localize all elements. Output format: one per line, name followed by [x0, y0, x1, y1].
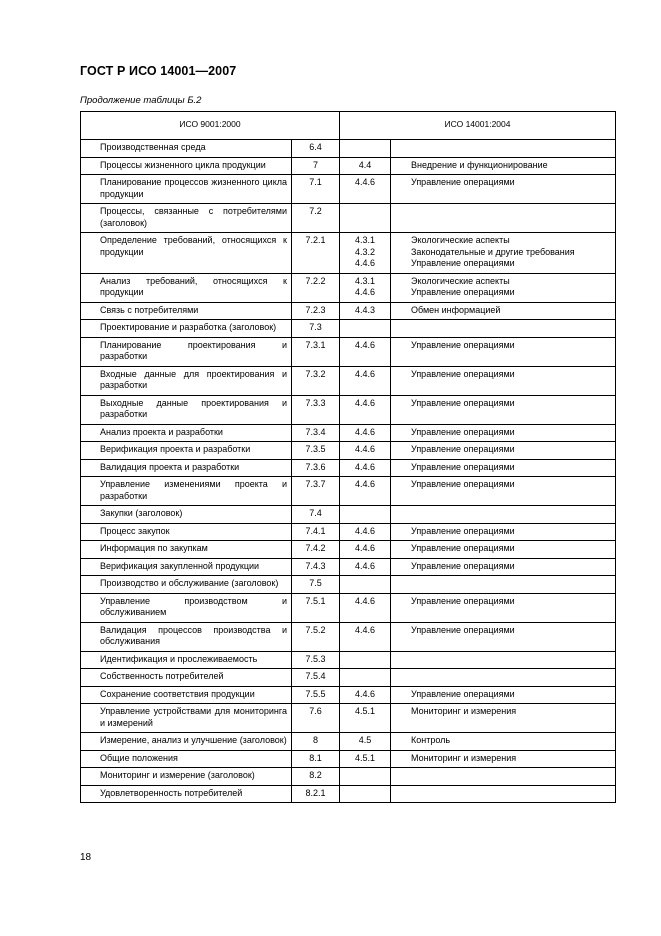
table-row: [81, 157, 616, 175]
iso9001-clause-number: 7.5.5: [292, 686, 340, 704]
iso14001-clause-title-cell: [391, 366, 616, 395]
table-row: [81, 593, 616, 622]
iso9001-clause-title: Планирование проектирования и разработки: [81, 337, 292, 366]
iso9001-clause-number: 7.3.7: [292, 477, 340, 506]
iso14001-clause-number: 4.4.6: [354, 479, 376, 489]
iso9001-clause-title: Управление устройствами для мониторинга и измерений: [81, 704, 292, 733]
iso9001-clause-number: 7.1: [292, 175, 340, 204]
iso14001-clause-number: 4.4.6: [354, 258, 376, 268]
table-row: [81, 768, 616, 786]
iso9001-clause-number: 7.6: [292, 704, 340, 733]
iso14001-clause-title: Управление операциями: [411, 397, 515, 408]
iso9001-clause-title: Верификация проекта и разработки: [81, 442, 292, 460]
iso14001-clause-title: Управление операциями: [411, 258, 515, 268]
iso14001-clause-number: 4.4.6: [354, 368, 376, 379]
table-row: [81, 785, 616, 803]
iso14001-clause-title-cell: [391, 651, 616, 669]
iso14001-clause-title: Управление операциями: [411, 287, 515, 297]
table-row: [81, 395, 616, 424]
iso9001-clause-number: 7.4.1: [292, 523, 340, 541]
iso14001-clause-number-cell: [340, 337, 391, 366]
table-row: [81, 337, 616, 366]
iso9001-clause-title: Общие положения: [81, 750, 292, 768]
iso14001-clause-number-cell: [340, 704, 391, 733]
iso9001-clause-title: Производство и обслуживание (заголовок): [81, 576, 292, 594]
iso9001-clause-title: Собственность потребителей: [81, 669, 292, 687]
iso14001-clause-number-cell: [340, 140, 391, 158]
iso14001-clause-number-cell: [340, 506, 391, 524]
iso14001-clause-number-cell: [340, 442, 391, 460]
table-row: [81, 459, 616, 477]
iso9001-clause-title: Определение требований, относящихся к продукции: [81, 233, 292, 274]
iso14001-clause-title-cell: [391, 337, 616, 366]
iso9001-clause-title: Анализ требований, относящихся к продукции: [81, 273, 292, 302]
iso14001-clause-number: 4.4.6: [354, 688, 376, 699]
iso9001-clause-number: 7.4.2: [292, 541, 340, 559]
iso14001-clause-title: Управление операциями: [411, 479, 515, 489]
iso9001-clause-number: 7.5.1: [292, 593, 340, 622]
iso14001-clause-number: 4.4.6: [354, 624, 376, 635]
iso14001-clause-number-cell: [340, 593, 391, 622]
iso14001-clause-number: 4.4.6: [354, 177, 376, 187]
iso14001-clause-title: Управление операциями: [411, 624, 515, 635]
iso14001-clause-number: 4.4.6: [354, 543, 376, 553]
iso14001-clause-number-cell: [340, 477, 391, 506]
iso9001-clause-title: Анализ проекта и разработки: [81, 424, 292, 442]
iso14001-clause-title-cell: [391, 442, 616, 460]
table-header-row: [81, 112, 616, 140]
iso14001-clause-number: 4.4.6: [354, 595, 376, 606]
iso14001-clause-number-cell: [340, 204, 391, 233]
iso14001-clause-title-cell: [391, 704, 616, 733]
iso9001-clause-number: 7.3: [292, 320, 340, 338]
correspondence-table: [80, 111, 616, 803]
iso14001-clause-number: 4.4.6: [354, 287, 376, 297]
iso14001-clause-number: 4.5.1: [354, 706, 376, 716]
iso14001-clause-number-cell: [340, 273, 391, 302]
iso14001-clause-title-cell: [391, 477, 616, 506]
iso14001-clause-title-cell: [391, 140, 616, 158]
iso9001-clause-title: Мониторинг и измерение (заголовок): [81, 768, 292, 786]
iso14001-clause-title-cell: [391, 785, 616, 803]
iso14001-clause-title-cell: [391, 320, 616, 338]
iso14001-clause-title: Контроль: [411, 735, 451, 745]
iso14001-clause-number: 4.4.6: [354, 461, 376, 472]
iso9001-clause-number: 7: [292, 157, 340, 175]
iso14001-clause-title: Законодательные и другие требования: [411, 246, 575, 257]
iso9001-clause-number: 7.5.4: [292, 669, 340, 687]
iso14001-clause-title-cell: [391, 157, 616, 175]
iso9001-clause-number: 7.5.3: [292, 651, 340, 669]
page-number: 18: [80, 852, 92, 863]
iso9001-clause-title: Процесс закупок: [81, 523, 292, 541]
iso9001-clause-title: Верификация закупленной продукции: [81, 558, 292, 576]
iso9001-clause-number: 8.2: [292, 768, 340, 786]
table-row: [81, 477, 616, 506]
iso9001-clause-title: Процессы жизненного цикла продукции: [81, 157, 292, 175]
iso9001-clause-title: Идентификация и прослеживаемость: [81, 651, 292, 669]
iso9001-clause-number: 7.2: [292, 204, 340, 233]
iso14001-clause-number-cell: [340, 750, 391, 768]
iso14001-clause-title-cell: [391, 302, 616, 320]
iso9001-clause-title: Проектирование и разработка (заголовок): [81, 320, 292, 338]
table-row: [81, 424, 616, 442]
iso14001-clause-title-cell: [391, 273, 616, 302]
table-row: [81, 704, 616, 733]
table-row: [81, 506, 616, 524]
iso14001-clause-number: 4.4.3: [354, 304, 376, 315]
iso14001-clause-number-cell: [340, 233, 391, 274]
iso14001-clause-title-cell: [391, 233, 616, 274]
iso14001-clause-title: Управление операциями: [411, 461, 515, 472]
iso9001-clause-number: 6.4: [292, 140, 340, 158]
table-row: [81, 204, 616, 233]
iso14001-clause-number-cell: [340, 651, 391, 669]
iso9001-clause-number: 7.2.1: [292, 233, 340, 274]
document-header: ГОСТ Р ИСО 14001—2007: [80, 64, 237, 78]
table-row: [81, 523, 616, 541]
iso9001-clause-number: 8.1: [292, 750, 340, 768]
iso9001-clause-number: 7.2.2: [292, 273, 340, 302]
iso14001-clause-number: 4.4.6: [354, 560, 376, 571]
column-header-iso14001: ИСО 14001:2004: [340, 112, 616, 140]
iso14001-clause-title-cell: [391, 506, 616, 524]
iso14001-clause-title-cell: [391, 593, 616, 622]
iso9001-clause-title: Планирование процессов жизненного цикла продукции: [81, 175, 292, 204]
iso14001-clause-number-cell: [340, 622, 391, 651]
iso9001-clause-number: 8: [292, 733, 340, 751]
table-row: [81, 558, 616, 576]
iso14001-clause-number-cell: [340, 157, 391, 175]
iso14001-clause-title-cell: [391, 395, 616, 424]
iso9001-clause-number: 7.3.1: [292, 337, 340, 366]
iso9001-clause-number: 7.3.4: [292, 424, 340, 442]
iso9001-clause-title: Управление производством и обслуживанием: [81, 593, 292, 622]
iso14001-clause-title-cell: [391, 622, 616, 651]
iso14001-clause-number: 4.5.1: [354, 752, 376, 763]
iso14001-clause-number-cell: [340, 785, 391, 803]
iso14001-clause-title: Мониторинг и измерения: [411, 752, 517, 763]
table-row: [81, 442, 616, 460]
iso14001-clause-number: 4.4.6: [354, 444, 376, 454]
iso14001-clause-number: 4.4.6: [354, 397, 376, 408]
table-row: [81, 320, 616, 338]
iso14001-clause-title: Управление операциями: [411, 339, 515, 350]
table-row: [81, 651, 616, 669]
iso14001-clause-number: 4.3.1: [354, 275, 376, 286]
iso9001-clause-title: Связь с потребителями: [81, 302, 292, 320]
iso9001-clause-title: Процессы, связанные с потребителями (заголовок): [81, 204, 292, 233]
iso9001-clause-title: Валидация проекта и разработки: [81, 459, 292, 477]
iso14001-clause-title-cell: [391, 576, 616, 594]
iso14001-clause-title: Управление операциями: [411, 543, 515, 553]
iso9001-clause-number: 7.3.6: [292, 459, 340, 477]
table-row: [81, 733, 616, 751]
iso14001-clause-title: Управление операциями: [411, 688, 515, 699]
iso14001-clause-number-cell: [340, 366, 391, 395]
iso14001-clause-title-cell: [391, 424, 616, 442]
table-row: [81, 140, 616, 158]
table-row: [81, 750, 616, 768]
iso9001-clause-number: 7.4.3: [292, 558, 340, 576]
iso14001-clause-title: Управление операциями: [411, 426, 515, 437]
iso14001-clause-number: 4.4.6: [354, 525, 376, 536]
iso9001-clause-number: 7.3.3: [292, 395, 340, 424]
iso9001-clause-number: 7.3.2: [292, 366, 340, 395]
iso14001-clause-number-cell: [340, 459, 391, 477]
iso14001-clause-title: Управление операциями: [411, 368, 515, 379]
iso14001-clause-title-cell: [391, 558, 616, 576]
table-row: [81, 622, 616, 651]
iso14001-clause-number-cell: [340, 424, 391, 442]
iso14001-clause-title-cell: [391, 669, 616, 687]
iso14001-clause-title-cell: [391, 175, 616, 204]
iso14001-clause-number: 4.4.6: [354, 426, 376, 437]
iso9001-clause-title: Сохранение соответствия продукции: [81, 686, 292, 704]
iso14001-clause-number: 4.3.2: [354, 246, 376, 257]
iso9001-clause-title: Закупки (заголовок): [81, 506, 292, 524]
iso9001-clause-number: 7.5: [292, 576, 340, 594]
iso14001-clause-title-cell: [391, 686, 616, 704]
iso14001-clause-title-cell: [391, 204, 616, 233]
iso14001-clause-number: 4.4.6: [354, 339, 376, 350]
table-caption: Продолжение таблицы Б.2: [80, 95, 202, 106]
iso14001-clause-number-cell: [340, 302, 391, 320]
table-row: [81, 302, 616, 320]
iso14001-clause-title: Управление операциями: [411, 560, 515, 571]
iso9001-clause-title: Производственная среда: [81, 140, 292, 158]
iso14001-clause-title: Управление операциями: [411, 177, 515, 187]
iso14001-clause-title: Внедрение и функционирование: [411, 159, 548, 170]
iso9001-clause-title: Выходные данные проектирования и разработки: [81, 395, 292, 424]
iso14001-clause-title-cell: [391, 750, 616, 768]
iso9001-clause-title: Управление изменениями проекта и разработки: [81, 477, 292, 506]
iso9001-clause-number: 7.2.3: [292, 302, 340, 320]
iso14001-clause-number-cell: [340, 576, 391, 594]
iso14001-clause-number-cell: [340, 669, 391, 687]
iso14001-clause-number: 4.5: [358, 735, 372, 745]
iso9001-clause-number: 7.3.5: [292, 442, 340, 460]
iso9001-clause-title: Информация по закупкам: [81, 541, 292, 559]
iso14001-clause-number-cell: [340, 320, 391, 338]
table-row: [81, 273, 616, 302]
iso14001-clause-title: Обмен информацией: [411, 304, 501, 315]
iso9001-clause-number: 7.4: [292, 506, 340, 524]
table-row: [81, 686, 616, 704]
iso9001-clause-title: Валидация процессов производства и обслуживания: [81, 622, 292, 651]
iso14001-clause-title: Мониторинг и измерения: [411, 706, 517, 716]
iso14001-clause-title-cell: [391, 541, 616, 559]
table-row: [81, 175, 616, 204]
iso14001-clause-number: 4.3.1: [354, 235, 376, 245]
iso14001-clause-number-cell: [340, 541, 391, 559]
table-row: [81, 366, 616, 395]
table-row: [81, 576, 616, 594]
iso14001-clause-title: Экологические аспекты: [411, 275, 510, 286]
column-header-iso9001: ИСО 9001:2000: [81, 112, 340, 140]
iso14001-clause-number-cell: [340, 733, 391, 751]
iso14001-clause-number: 4.4: [358, 159, 372, 170]
iso14001-clause-title-cell: [391, 733, 616, 751]
iso14001-clause-number-cell: [340, 558, 391, 576]
iso14001-clause-number-cell: [340, 523, 391, 541]
iso14001-clause-title: Управление операциями: [411, 444, 515, 454]
iso14001-clause-title: Экологические аспекты: [411, 235, 510, 245]
iso14001-clause-title-cell: [391, 523, 616, 541]
table-row: [81, 541, 616, 559]
iso14001-clause-number-cell: [340, 686, 391, 704]
iso14001-clause-title: Управление операциями: [411, 525, 515, 536]
iso14001-clause-title-cell: [391, 459, 616, 477]
iso14001-clause-title: Управление операциями: [411, 595, 515, 606]
iso14001-clause-title-cell: [391, 768, 616, 786]
iso9001-clause-title: Входные данные для проектирования и разработки: [81, 366, 292, 395]
iso9001-clause-number: 7.5.2: [292, 622, 340, 651]
iso14001-clause-number-cell: [340, 768, 391, 786]
iso9001-clause-title: Измерение, анализ и улучшение (заголовок): [81, 733, 292, 751]
table-row: [81, 233, 616, 274]
iso9001-clause-number: 8.2.1: [292, 785, 340, 803]
table-row: [81, 669, 616, 687]
iso14001-clause-number-cell: [340, 175, 391, 204]
iso9001-clause-title: Удовлетворенность потребителей: [81, 785, 292, 803]
iso14001-clause-number-cell: [340, 395, 391, 424]
